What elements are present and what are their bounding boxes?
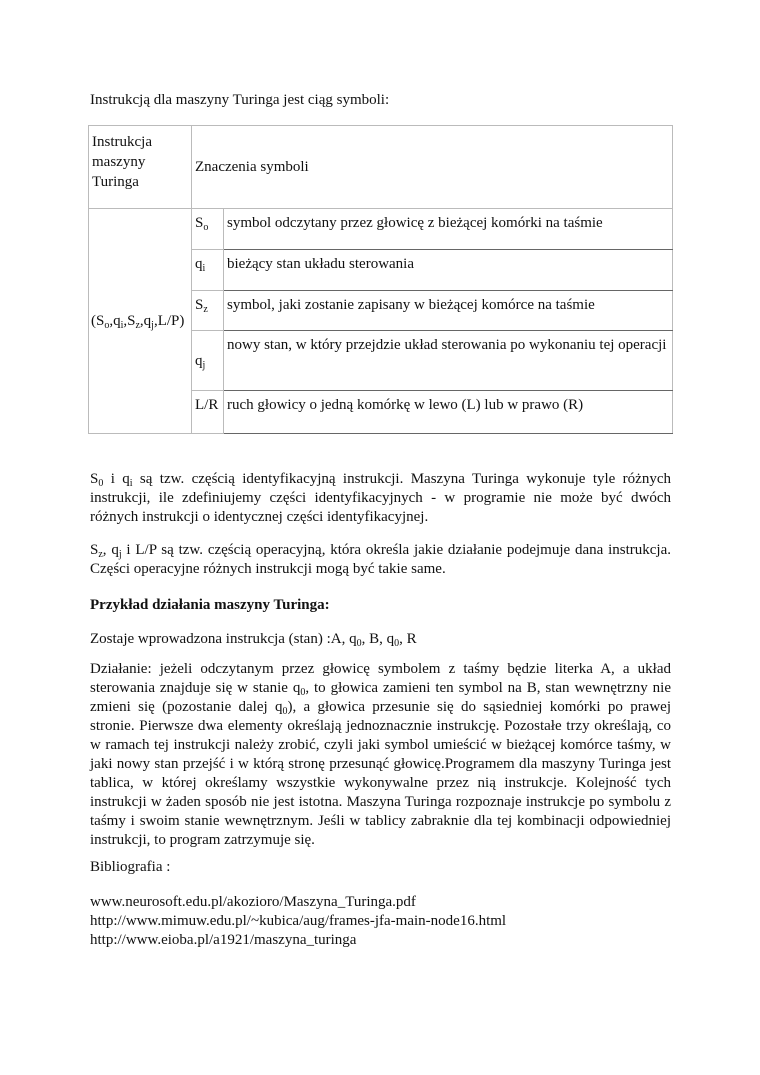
- bibliography-link[interactable]: www.neurosoft.edu.pl/akozioro/Maszyna_Turinga.pdf: [90, 894, 416, 910]
- intro-text: Instrukcją dla maszyny Turinga jest ciąg symboli:: [90, 92, 390, 108]
- header-instruction: Instrukcja maszyny Turinga: [89, 126, 192, 209]
- table-row: [89, 209, 673, 250]
- instruction-tuple: $(S_o,q_i,S_z,q_j,L/P)$: [89, 209, 192, 434]
- symbol-cell: $S_z$: [192, 291, 224, 331]
- description-cell: symbol odczytany przez głowicę z bieżącej komórki na taśmie: [224, 209, 673, 250]
- paragraph-identification: $S_0$ i $q_i$ są tzw. częścią identyfikacyjną instrukcji. Maszyna Turinga wykonuje tyle różnych instrukcji, ile zdefiniujemy części identyfikacyjnych - w programie nie może być dwóch różnych instrukcji o identycznej części identyfikacyjnej.: [90, 471, 671, 525]
- description-cell: symbol, jaki zostanie zapisany w bieżącej komórce na taśmie: [224, 291, 673, 331]
- example-instruction: Zostaje wprowadzona instrukcja (stan) :A, $q_0$, B, $q_0$, R: [90, 631, 417, 649]
- symbol-table: [88, 125, 673, 434]
- table-header-row: [89, 126, 673, 209]
- example-heading: Przykład działania maszyny Turinga:: [90, 597, 330, 613]
- symbol-cell: $q_i$: [192, 250, 224, 291]
- symbol-cell: $S_o$: [192, 209, 224, 250]
- header-meaning: Znaczenia symboli: [192, 126, 673, 209]
- bibliography-link[interactable]: http://www.mimuw.edu.pl/~kubica/aug/frames-jfa-main-node16.html: [90, 913, 507, 929]
- bibliography-link[interactable]: http://www.eioba.pl/a1921/maszyna_turinga: [90, 932, 357, 948]
- symbol-cell: L/R: [192, 391, 224, 434]
- paragraph-action: Działanie: jeżeli odczytanym przez głowicę symbolem z taśmy będzie literka A, a układ sterowania znajduje się w stanie $q_0$, to głowica zamieni ten symbol na B, stan wewnętrzny nie zmieni się (pozostanie dalej $q_0$), a głowica przesunie się do sąsiedniej komórki po prawej stronie. Pierwsze dwa elementy określają jednoznacznie instrukcję. Pozostałe trzy określają, co w ramach tej instrukcji należy zrobić, czyli jaki symbol umieścić w bieżącej komórce taśmy, w jaki nowy stan przejść i w którą stronę przesunąć głowicę.Programem dla maszyny Turinga jest tablica, w której określamy wszystkie wykonywalne przez nią instrukcje. Kolejność tych instrukcji w żaden sposób nie jest istotna. Maszyna Turinga rozpoznaje instrukcje po symbolu z taśmy i swoim stanie wewnętrznym. Jeśli w tablicy zabraknie dla tej kombinacji odpowiedniej instrukcji, to program zatrzymuje się.: [90, 661, 672, 848]
- bibliography-list: [90, 893, 671, 950]
- bibliography-label: Bibliografia :: [90, 859, 171, 875]
- description-cell: nowy stan, w który przejdzie układ sterowania po wykonaniu tej operacji: [224, 331, 673, 391]
- symbol-cell: $q_j$: [192, 331, 224, 391]
- description-cell: ruch głowicy o jedną komórkę w lewo (L) lub w prawo (R): [224, 391, 673, 434]
- paragraph-operation: $S_z$, $q_j$ i L/P są tzw. częścią operacyjną, która określa jakie działanie podejmuje dana instrukcja. Części operacyjne różnych instrukcji mogą być takie same.: [90, 542, 671, 577]
- description-cell: bieżący stan układu sterowania: [224, 250, 673, 291]
